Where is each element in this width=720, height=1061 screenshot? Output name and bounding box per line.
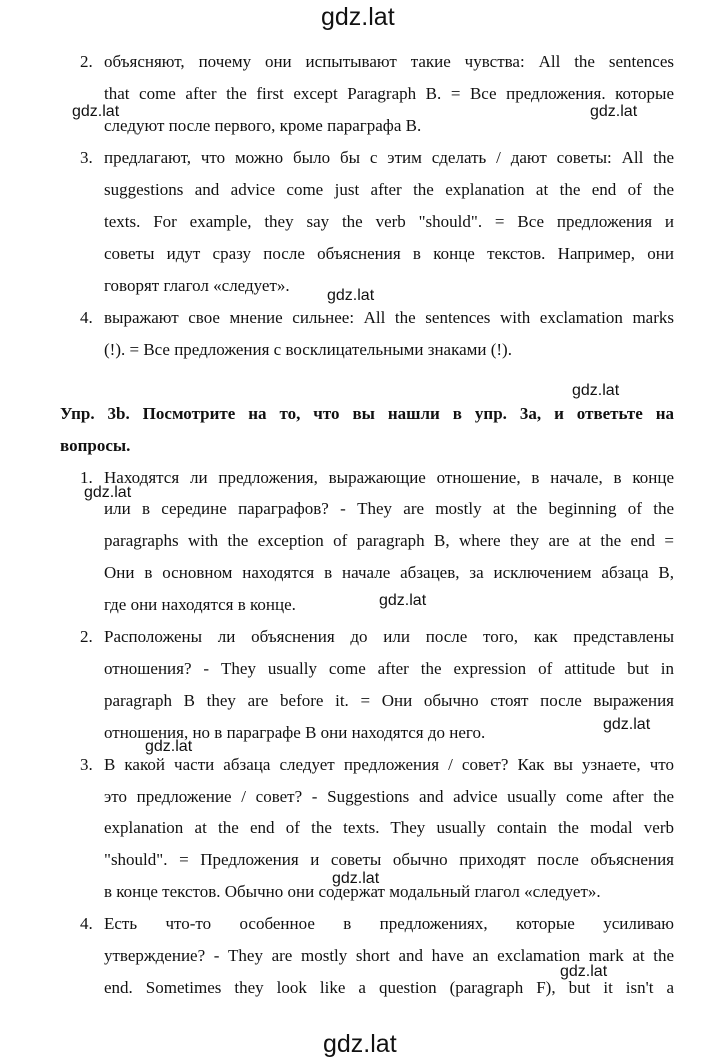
- watermark-inline: gdz.lat: [332, 870, 380, 887]
- text-line: объясняют, почему они испытывают такие чувства: All the sentences: [104, 52, 674, 71]
- text-line: Есть что-то особенное в предложениях, которые усиливаю: [104, 914, 674, 933]
- text-line: Они в основном находятся в начале абзацев, за исключением абзаца B,: [104, 563, 674, 582]
- text-line: Расположены ли объяснения до или после того, как представлены: [104, 627, 674, 646]
- watermark-bottom: gdz.lat: [323, 1030, 397, 1058]
- list-number: 2.: [80, 52, 93, 71]
- text-line: "should". = Предложения и советы обычно приходят после объяснения: [104, 850, 674, 869]
- text-line: в конце текстов. Обычно они содержат модальный глагол «следует».: [104, 882, 601, 901]
- text-line: отношения? - They usually come after the expression of attitude but in: [104, 659, 674, 678]
- text-line: paragraphs with the exception of paragraph B, where they are at the end =: [104, 531, 674, 550]
- text-line: suggestions and advice come just after the explanation at the end of the: [104, 180, 674, 199]
- watermark-inline: gdz.lat: [379, 592, 427, 609]
- text-line: это предложение / совет? - Suggestions and advice usually come after the: [104, 787, 674, 806]
- watermark-inline: gdz.lat: [327, 287, 375, 304]
- exercise-heading: вопросы.: [60, 436, 131, 455]
- text-line: that come after the first except Paragraph B. = Все предложения. которые: [104, 84, 674, 103]
- text-line: говорят глагол «следует».: [104, 276, 290, 295]
- watermark-inline: gdz.lat: [590, 103, 638, 120]
- watermark-inline: gdz.lat: [572, 382, 620, 399]
- exercise-heading: Упр. 3b. Посмотрите на то, что вы нашли в упр. 3a, и ответьте на: [60, 404, 674, 423]
- watermark-inline: gdz.lat: [145, 738, 193, 755]
- watermark-inline: gdz.lat: [560, 963, 608, 980]
- list-number: 2.: [80, 627, 93, 646]
- list-number: 3.: [80, 755, 93, 774]
- list-number: 4.: [80, 308, 93, 327]
- watermark-top: gdz.lat: [321, 3, 395, 31]
- text-line: explanation at the end of the texts. They usually contain the modal verb: [104, 818, 674, 837]
- list-number: 3.: [80, 148, 93, 167]
- text-line: paragraph B they are before it. = Они обычно стоят после выражения: [104, 691, 674, 710]
- text-line: выражают свое мнение сильнее: All the sentences with exclamation marks: [104, 308, 674, 327]
- text-line: или в середине параграфов? - They are mostly at the beginning of the: [104, 499, 674, 518]
- text-line: отношения, но в параграфе B они находятся до него.: [104, 723, 486, 742]
- text-line: (!). = Все предложения с восклицательными знаками (!).: [104, 340, 512, 359]
- text-line: утверждение? - They are mostly short and have an exclamation mark at the: [104, 946, 674, 965]
- text-line: где они находятся в конце.: [104, 595, 296, 614]
- watermark-inline: gdz.lat: [72, 103, 120, 120]
- text-line: Находятся ли предложения, выражающие отношение, в начале, в конце: [104, 468, 674, 487]
- list-number: 4.: [80, 914, 93, 933]
- watermark-inline: gdz.lat: [603, 716, 651, 733]
- list-number: 1.: [80, 468, 93, 487]
- text-line: следуют после первого, кроме параграфа B.: [104, 116, 422, 135]
- watermark-inline: gdz.lat: [84, 484, 132, 501]
- text-line: end. Sometimes they look like a question (paragraph F), but it isn't a: [104, 978, 674, 997]
- text-line: предлагают, что можно было бы с этим сделать / дают советы: All the: [104, 148, 674, 167]
- text-line: В какой части абзаца следует предложения / совет? Как вы узнаете, что: [104, 755, 674, 774]
- text-line: texts. For example, they say the verb "should". = Все предложения и: [104, 212, 674, 231]
- text-line: советы идут сразу после объяснения в конце текстов. Например, они: [104, 244, 674, 263]
